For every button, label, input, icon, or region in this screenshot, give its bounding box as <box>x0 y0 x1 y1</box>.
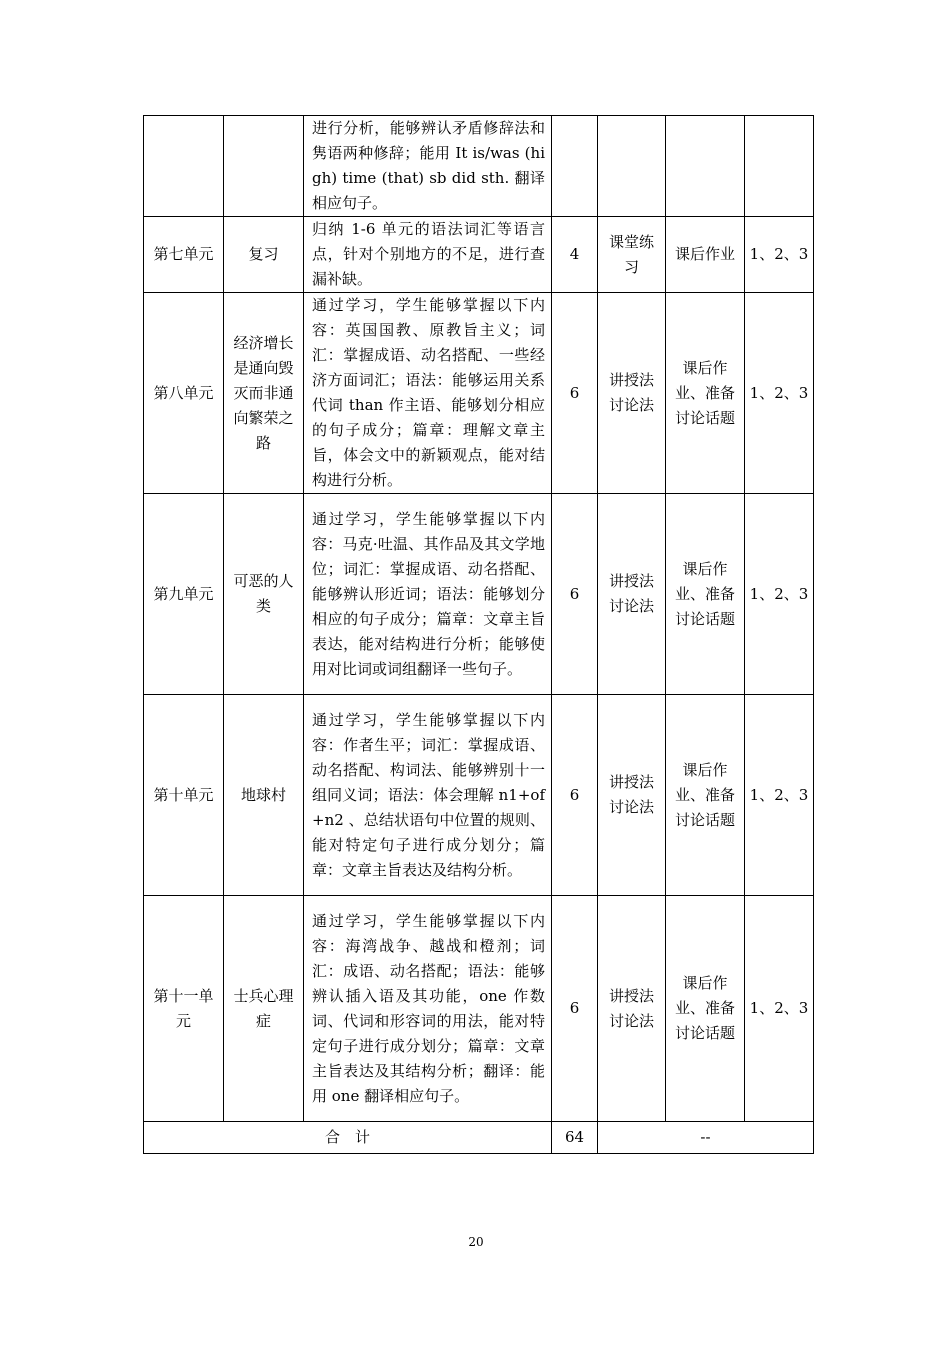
unit-cell: 第十一单元 <box>144 896 224 1122</box>
hours-cell: 6 <box>552 695 598 896</box>
homework-cell: 课后作业、准备讨论话题 <box>666 494 745 695</box>
title-cell: 地球村 <box>224 695 304 896</box>
hours-cell: 6 <box>552 494 598 695</box>
title-cell <box>224 116 304 217</box>
title-cell: 可恶的人类 <box>224 494 304 695</box>
objectives-cell: 1、2、3 <box>745 293 814 494</box>
unit-cell: 第七单元 <box>144 217 224 293</box>
content-cell: 通过学习，学生能够掌握以下内容：马克·吐温、其作品及其文学地位；词汇：掌握成语、动名搭配、能够辨认形近词；语法：能够划分相应的句子成分；篇章：文章主旨表达，能对结构进行分析；能够使用对比词或词组翻译一些句子。 <box>304 494 552 695</box>
total-hours: 64 <box>552 1122 598 1154</box>
content-cell: 归纳 1-6 单元的语法词汇等语言点，针对个别地方的不足，进行查漏补缺。 <box>304 217 552 293</box>
title-cell: 复习 <box>224 217 304 293</box>
hours-cell: 4 <box>552 217 598 293</box>
hours-cell <box>552 116 598 217</box>
content-cell: 通过学习，学生能够掌握以下内容：作者生平；词汇：掌握成语、动名搭配、构词法、能够辨别十一组同义词；语法：体会理解 n1+of+n2 、总结状语句中位置的规则、能对特定句子进行成分划分；篇章：文章主旨表达及结构分析。 <box>304 695 552 896</box>
method-cell: 课堂练习 <box>598 217 666 293</box>
unit-cell: 第九单元 <box>144 494 224 695</box>
content-cell: 进行分析，能够辨认矛盾修辞法和隽语两种修辞；能用 It is/was (high) time (that) sb did sth. 翻译相应句子。 <box>304 116 552 217</box>
homework-cell: 课后作业 <box>666 217 745 293</box>
objectives-cell: 1、2、3 <box>745 695 814 896</box>
objectives-cell: 1、2、3 <box>745 494 814 695</box>
homework-cell: 课后作业、准备讨论话题 <box>666 293 745 494</box>
table-row <box>144 116 814 217</box>
total-remark: -- <box>598 1122 814 1154</box>
syllabus-table <box>143 115 814 1154</box>
objectives-cell <box>745 116 814 217</box>
title-cell: 士兵心理症 <box>224 896 304 1122</box>
table-row <box>144 217 814 293</box>
total-label: 合 计 <box>144 1122 552 1154</box>
homework-cell: 课后作业、准备讨论话题 <box>666 695 745 896</box>
method-cell: 讲授法讨论法 <box>598 695 666 896</box>
homework-cell: 课后作业、准备讨论话题 <box>666 896 745 1122</box>
method-cell: 讲授法讨论法 <box>598 896 666 1122</box>
method-cell: 讲授法讨论法 <box>598 293 666 494</box>
total-row <box>144 1122 814 1154</box>
page-number: 20 <box>468 1235 484 1249</box>
table-row <box>144 293 814 494</box>
unit-cell <box>144 116 224 217</box>
table-row <box>144 695 814 896</box>
unit-cell: 第八单元 <box>144 293 224 494</box>
hours-cell: 6 <box>552 896 598 1122</box>
table-row <box>144 896 814 1122</box>
method-cell <box>598 116 666 217</box>
hours-cell: 6 <box>552 293 598 494</box>
objectives-cell: 1、2、3 <box>745 896 814 1122</box>
table-row <box>144 494 814 695</box>
title-cell: 经济增长是通向毁灭而非通向繁荣之路 <box>224 293 304 494</box>
content-cell: 通过学习，学生能够掌握以下内容：英国国教、原教旨主义；词汇：掌握成语、动名搭配、一些经济方面词汇；语法：能够运用关系代词 than 作主语、能够划分相应的句子成分；篇章：理解文章主旨，体会文中的新颖观点，能对结构进行分析。 <box>304 293 552 494</box>
content-cell: 通过学习，学生能够掌握以下内容：海湾战争、越战和橙剂；词汇：成语、动名搭配；语法：能够辨认插入语及其功能，one 作数词、代词和形容词的用法，能对特定句子进行成分划分；篇章：文章主旨表达及其结构分析；翻译：能用 one 翻译相应句子。 <box>304 896 552 1122</box>
homework-cell <box>666 116 745 217</box>
objectives-cell: 1、2、3 <box>745 217 814 293</box>
method-cell: 讲授法讨论法 <box>598 494 666 695</box>
unit-cell: 第十单元 <box>144 695 224 896</box>
